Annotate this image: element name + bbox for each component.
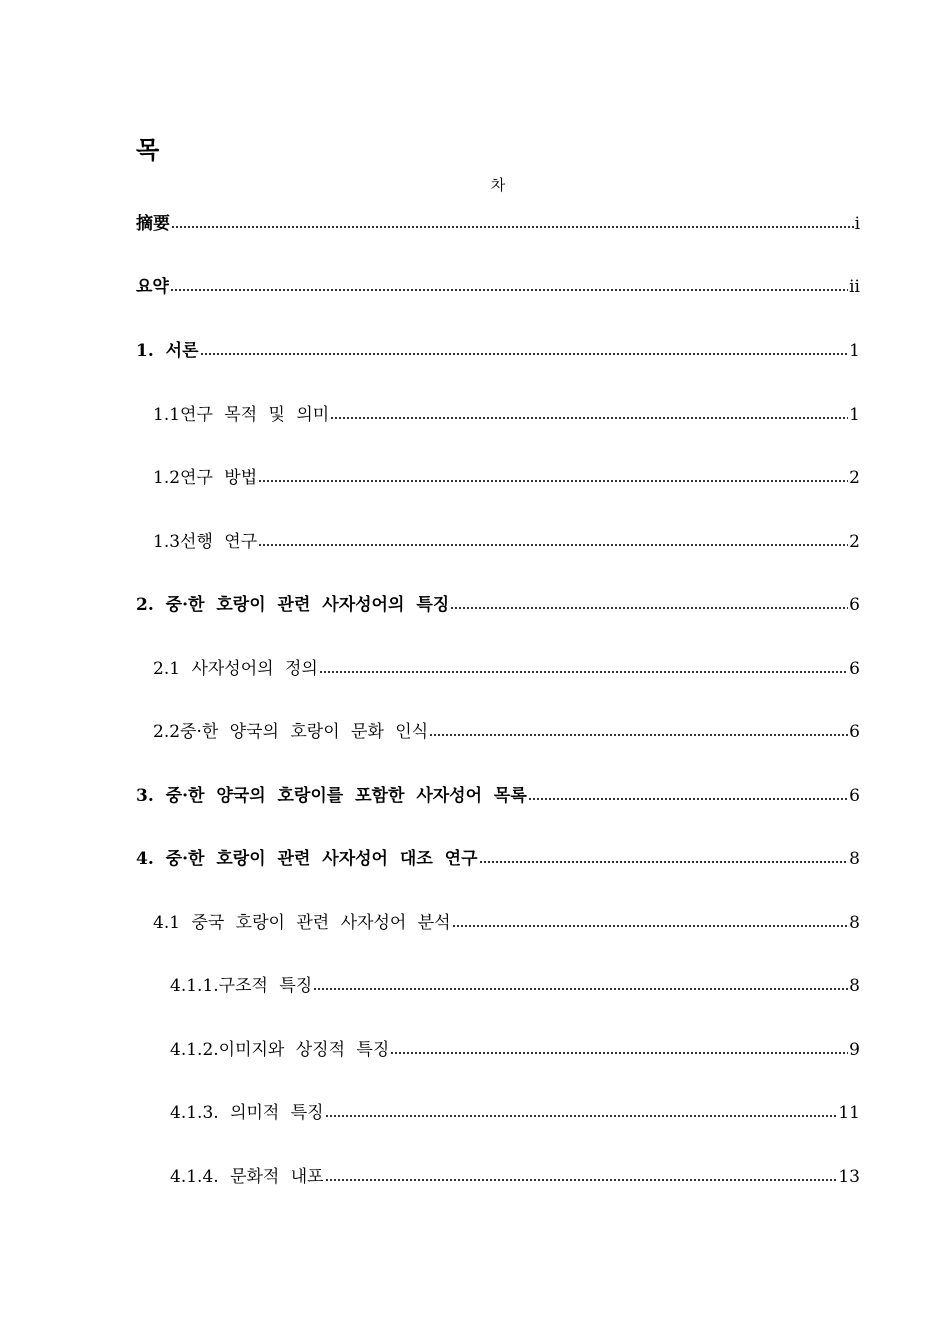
toc-entry-title: 4.1 중국 호랑이 관련 사자성어 분석 [153,913,451,933]
toc-entry-chapter-1[interactable] [136,338,860,364]
toc-entry-title: 1.2연구 방법 [153,468,258,488]
dot-leader [200,351,849,357]
toc-entry-title: 1. 서론 [136,341,199,361]
toc-entry-section-1-1[interactable] [153,402,860,428]
toc-entry-page: 6 [849,659,860,679]
toc-entry-abstract-zh[interactable] [136,211,860,237]
toc-entry-section-1-2[interactable] [153,465,860,491]
toc-heading-continuation: 차 [490,176,506,194]
toc-entry-title: 2.1 사자성어의 정의 [153,659,318,679]
toc-entry-page: 2 [849,532,860,552]
dot-leader [325,1177,838,1183]
toc-entry-page: 6 [849,786,860,806]
toc-entry-page: 8 [849,976,860,996]
toc-heading: 목 [136,135,160,164]
dot-leader [479,859,849,865]
toc-entry-title: 4.1.4. 문화적 내포 [170,1167,324,1187]
toc-entry-title: 4.1.2.이미지와 상징적 특징 [170,1040,390,1060]
toc-entry-section-4-1-4[interactable] [170,1164,860,1190]
toc-entry-title: 요약 [136,277,169,297]
dot-leader [325,1113,838,1119]
toc-entry-page: 13 [838,1167,860,1187]
toc-entry-chapter-3[interactable] [136,783,860,809]
dot-leader [319,669,848,675]
toc-entry-page: 11 [838,1103,860,1123]
dot-leader [170,287,848,293]
toc-entry-title: 2. 중·한 호랑이 관련 사자성어의 특징 [136,595,450,615]
toc-entry-page: 1 [849,405,860,425]
toc-entry-section-4-1-2[interactable] [170,1037,860,1063]
dot-leader [258,542,848,548]
toc-entry-page: 9 [849,1040,860,1060]
toc-entry-page: 8 [849,849,860,869]
dot-leader [390,1050,848,1056]
dot-leader [450,605,848,611]
toc-entry-page: 2 [849,468,860,488]
dot-leader [313,986,848,992]
toc-entry-section-4-1-3[interactable] [170,1100,860,1126]
dot-leader [528,796,848,802]
toc-entry-title: 4.1.1.구조적 특징 [170,976,313,996]
toc-entry-title: 4. 중·한 호랑이 관련 사자성어 대조 연구 [136,849,478,869]
toc-entry-page: i [854,214,860,234]
toc-entry-title: 4.1.3. 의미적 특징 [170,1103,324,1123]
toc-entry-page: 6 [849,595,860,615]
toc-entry-page: ii [849,277,860,297]
toc-entry-title: 3. 중·한 양국의 호랑이를 포함한 사자성어 목록 [136,786,527,806]
dot-leader [452,923,849,929]
dot-leader [330,415,848,421]
toc-entry-section-2-2[interactable] [153,719,860,745]
toc-entry-title: 1.1연구 목적 및 의미 [153,405,330,425]
toc-entry-section-2-1[interactable] [153,656,860,682]
dot-leader [171,224,854,230]
toc-entry-chapter-4[interactable] [136,846,860,872]
toc-entry-abstract-ko[interactable] [136,274,860,300]
toc-entry-page: 8 [849,913,860,933]
toc-entry-section-1-3[interactable] [153,529,860,555]
toc-entry-section-4-1[interactable] [153,910,860,936]
toc-entry-chapter-2[interactable] [136,592,860,618]
toc-entry-title: 摘要 [136,214,170,234]
toc-entry-page: 6 [849,722,860,742]
toc-entry-title: 1.3선행 연구 [153,532,258,552]
toc-entry-page: 1 [849,341,860,361]
toc-entry-section-4-1-1[interactable] [170,973,860,999]
dot-leader [429,732,848,738]
toc-entry-title: 2.2중·한 양국의 호랑이 문화 인식 [153,722,429,742]
dot-leader [258,478,848,484]
